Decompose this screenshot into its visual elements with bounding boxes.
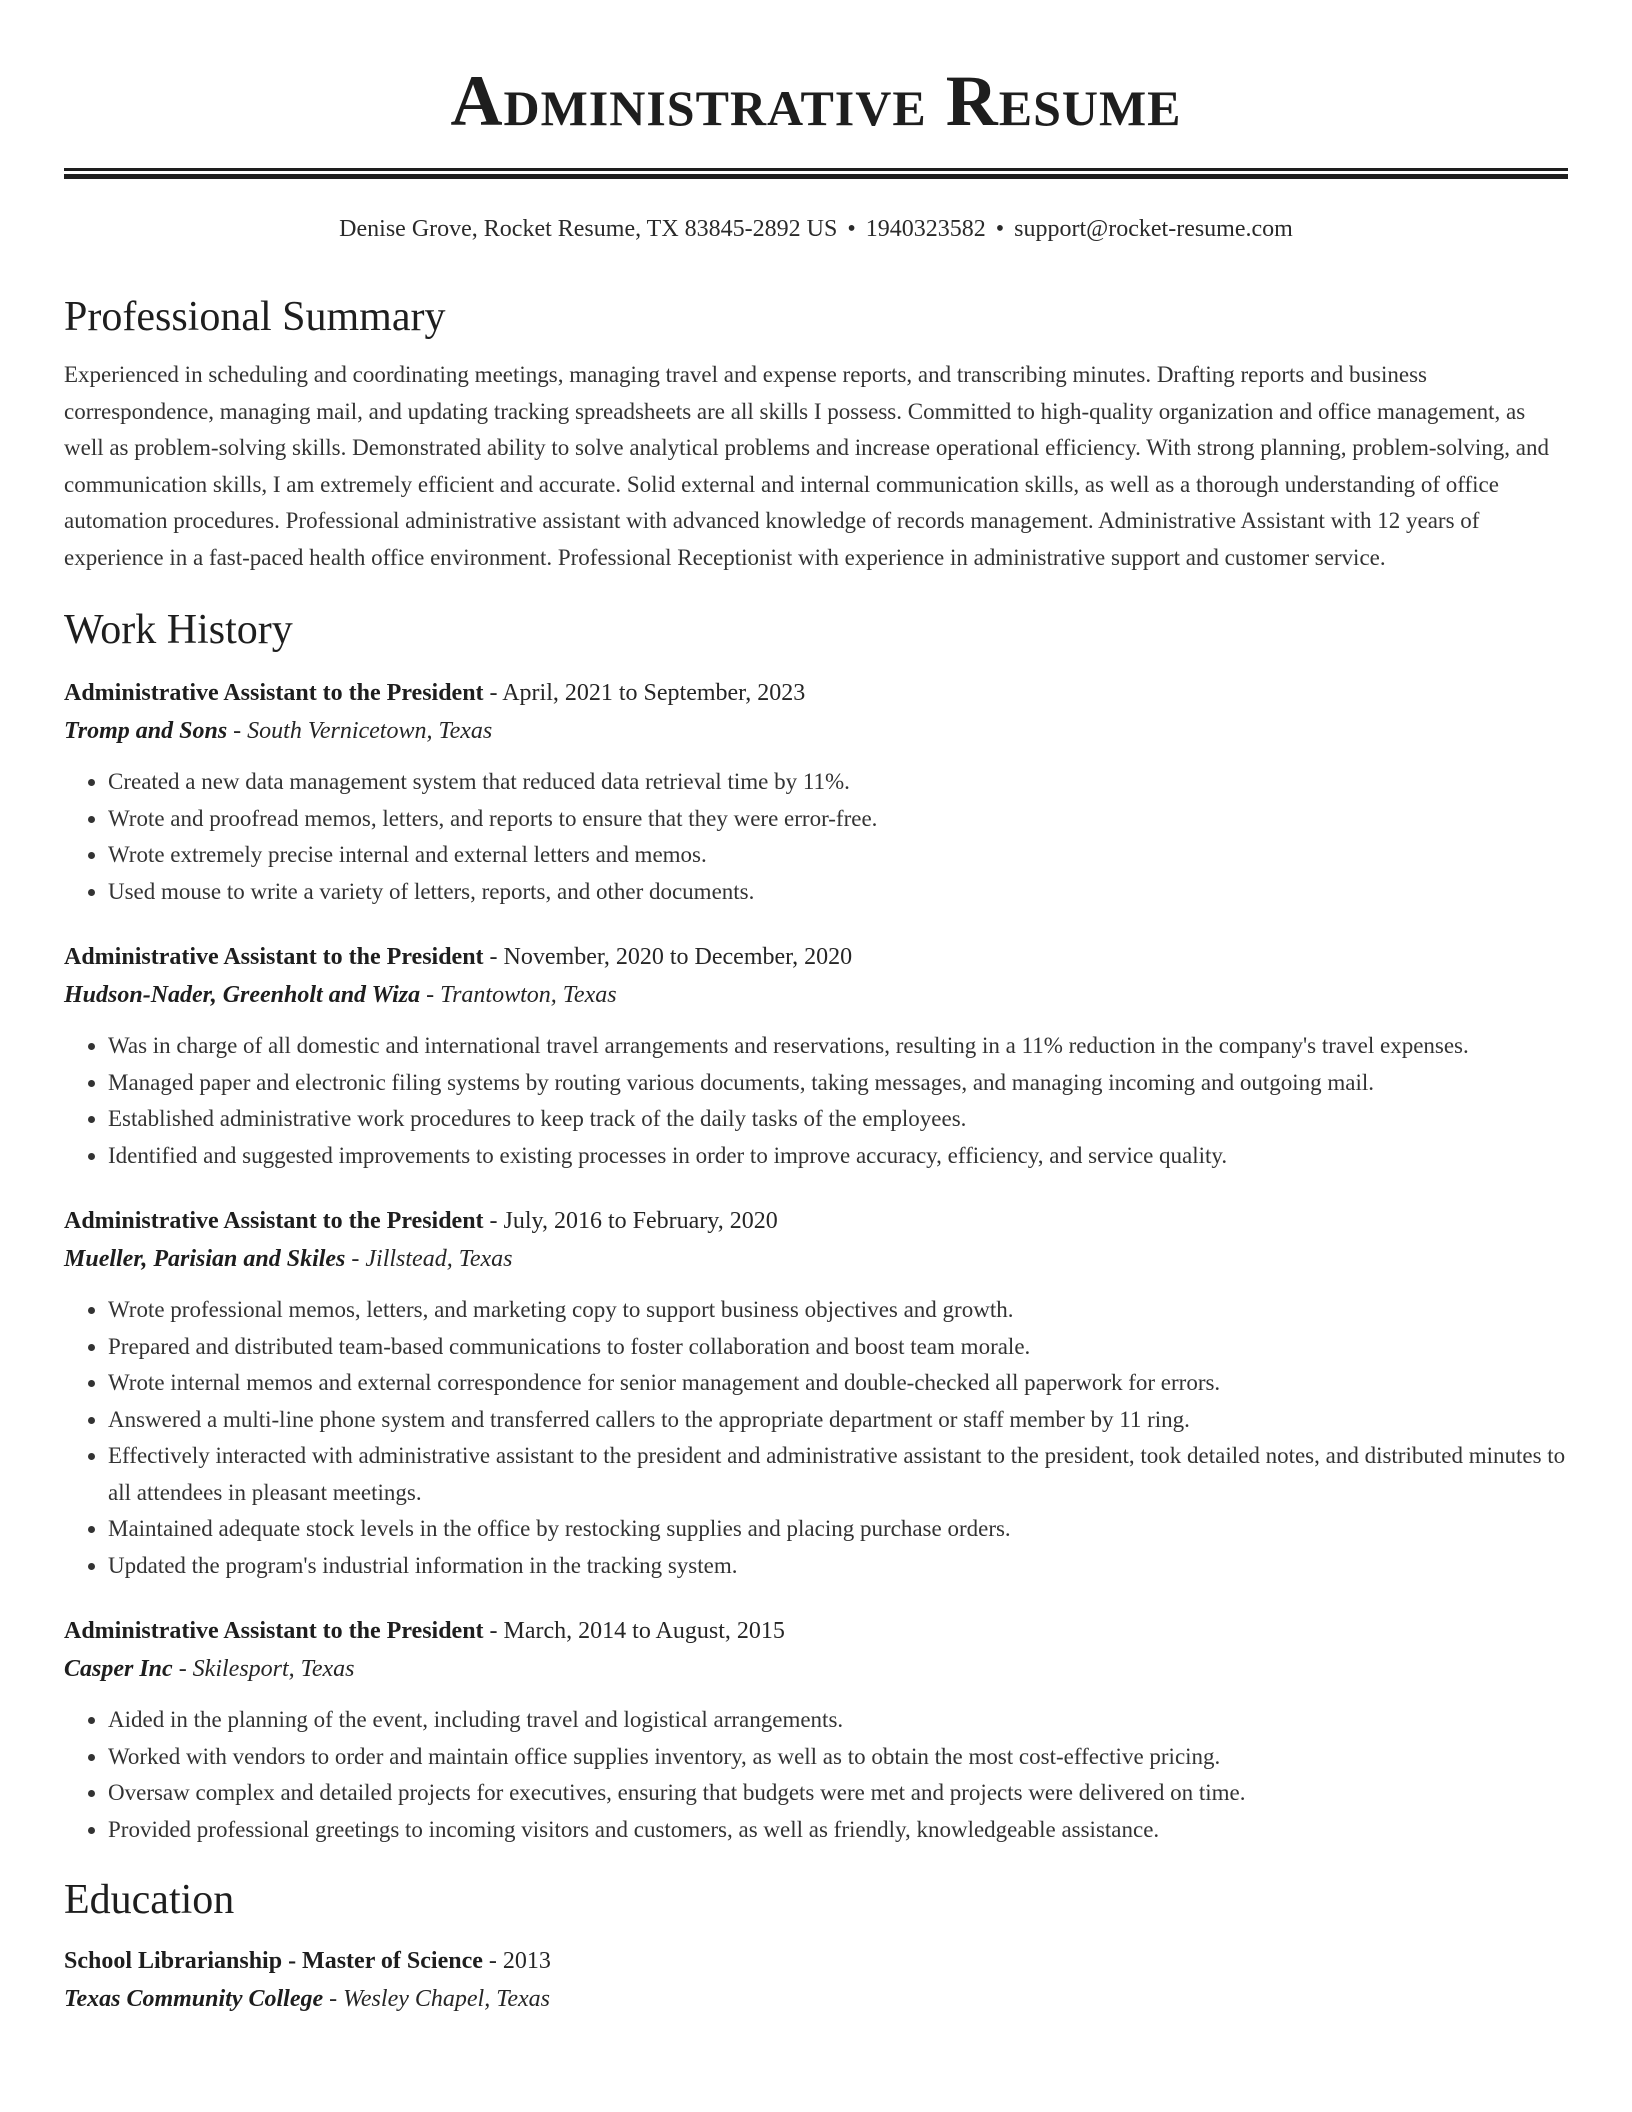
job-company: Mueller, Parisian and Skiles — [64, 1246, 346, 1272]
job-bullets — [64, 764, 1568, 910]
contact-line — [64, 213, 1568, 245]
resume-title: Administrative Resume — [450, 61, 1182, 141]
job-position: Administrative Assistant to the President — [64, 1618, 484, 1644]
summary-text: Experienced in scheduling and coordinating meetings, managing travel and expense reports, and transcribing minutes. Drafting reports and business correspondence, managing mail, and updating tracking spreadsheets are all skills I possess. Committed to high-quality organization and office management, as well as problem-solving skills. Demonstrated ability to solve analytical problems and increase operational efficiency. With strong planning, problem-solving, and communication skills, I am extremely efficient and accurate. Solid external and internal communication skills, as well as a thorough understanding of office automation procedures. Professional administrative assistant with advanced knowledge of records management. Administrative Assistant with 12 years of experience in a fast-paced health office environment. Professional Receptionist with experience in administrative support and customer service. — [64, 362, 1549, 570]
job-dates: - November, 2020 to December, 2020 — [483, 944, 853, 970]
job-header — [64, 1202, 1568, 1240]
job-bullet: • Created a new data management system that reduced data retrieval time by 11%. — [108, 764, 1568, 801]
job-bullet: • Wrote internal memos and external correspondence for senior management and double-checked all paperwork for errors. — [108, 1365, 1568, 1402]
job-bullet: • Established administrative work procedures to keep track of the daily tasks of the employees. — [108, 1101, 1568, 1138]
job-bullets — [64, 1292, 1568, 1584]
summary-heading: Professional Summary — [64, 294, 446, 340]
job-bullets — [64, 1702, 1568, 1848]
job-location: - Trantowton, Texas — [420, 982, 617, 1008]
resume-page — [64, 0, 1568, 2018]
job-bullet: • Updated the program's industrial information in the tracking system. — [108, 1548, 1568, 1585]
job-bullets — [64, 1028, 1568, 1174]
job-bullet: • Provided professional greetings to incoming visitors and customers, as well as friendly, knowledgeable assistance. — [108, 1812, 1568, 1849]
job-bullet: • Answered a multi-line phone system and transferred callers to the appropriate department or staff member by 11 ring. — [108, 1402, 1568, 1439]
job-entry — [64, 938, 1568, 1174]
job-bullet: • Used mouse to write a variety of letters, reports, and other documents. — [108, 874, 1568, 911]
job-bullet: • Managed paper and electronic filing systems by routing various documents, taking messages, and managing incoming and outgoing mail. — [108, 1065, 1568, 1102]
job-employer — [64, 1240, 1568, 1278]
job-employer — [64, 976, 1568, 1014]
job-bullet: • Was in charge of all domestic and international travel arrangements and reservations, resulting in a 11% reduction in the company's travel expenses. — [108, 1028, 1568, 1065]
job-dates: - July, 2016 to February, 2020 — [483, 1208, 778, 1234]
job-employer — [64, 1650, 1568, 1688]
job-location: - Jillstead, Texas — [345, 1246, 513, 1272]
work-history-heading: Work History — [64, 607, 293, 653]
job-entry — [64, 1612, 1568, 1848]
education-heading: Education — [64, 1877, 235, 1923]
job-header — [64, 1612, 1568, 1650]
job-bullet: • Maintained adequate stock levels in the office by restocking supplies and placing purchase orders. — [108, 1511, 1568, 1548]
job-bullet: • Aided in the planning of the event, including travel and logistical arrangements. — [108, 1702, 1568, 1739]
job-position: Administrative Assistant to the President — [64, 944, 484, 970]
job-bullet: • Effectively interacted with administrative assistant to the president and administrative assistant to the president, took detailed notes, and distributed minutes to all attendees in pleasant meetings. — [108, 1438, 1568, 1511]
job-company: Tromp and Sons — [64, 718, 228, 744]
job-bullet: • Identified and suggested improvements to existing processes in order to improve accuracy, efficiency, and service quality. — [108, 1138, 1568, 1175]
job-entry — [64, 1202, 1568, 1584]
job-entry — [64, 674, 1568, 910]
job-bullet: • Worked with vendors to order and maintain office supplies inventory, as well as to obtain the most cost-effective pricing. — [108, 1739, 1568, 1776]
job-header — [64, 674, 1568, 712]
education-institution — [64, 1980, 1568, 2018]
job-location: - Skilesport, Texas — [172, 1656, 355, 1682]
job-company: Casper Inc — [64, 1656, 173, 1682]
job-bullet: • Wrote and proofread memos, letters, and reports to ensure that they were error-free. — [108, 801, 1568, 838]
job-header — [64, 938, 1568, 976]
title-divider — [64, 168, 1568, 179]
job-bullet: • Wrote professional memos, letters, and marketing copy to support business objectives and growth. — [108, 1292, 1568, 1329]
contact-separator: • — [995, 216, 1005, 242]
education-year: - 2013 — [482, 1948, 551, 1974]
contact-separator: • — [847, 216, 856, 242]
education-header — [64, 1942, 1568, 1980]
job-position: Administrative Assistant to the President — [64, 680, 484, 706]
job-bullet: • Wrote extremely precise internal and external letters and memos. — [108, 837, 1568, 874]
contact-phone: 1940323582 — [865, 216, 986, 242]
job-company: Hudson-Nader, Greenholt and Wiza — [64, 982, 421, 1008]
job-position: Administrative Assistant to the President — [64, 1208, 484, 1234]
job-location: - South Vernicetown, Texas — [227, 718, 493, 744]
job-dates: - April, 2021 to September, 2023 — [483, 680, 806, 706]
job-dates: - March, 2014 to August, 2015 — [483, 1618, 785, 1644]
education-degree: School Librarianship - Master of Science — [64, 1948, 483, 1974]
job-bullet: • Prepared and distributed team-based communications to foster collaboration and boost team morale. — [108, 1329, 1568, 1366]
contact-email: support@rocket-resume.com — [1014, 216, 1293, 242]
job-employer — [64, 712, 1568, 750]
contact-address: Denise Grove, Rocket Resume, TX 83845-2892 US — [339, 216, 838, 242]
education-school: Texas Community College — [64, 1986, 324, 2012]
education-entry — [64, 1942, 1568, 2018]
education-location: - Wesley Chapel, Texas — [323, 1986, 550, 2012]
job-bullet: • Oversaw complex and detailed projects for executives, ensuring that budgets were met and projects were delivered on time. — [108, 1775, 1568, 1812]
